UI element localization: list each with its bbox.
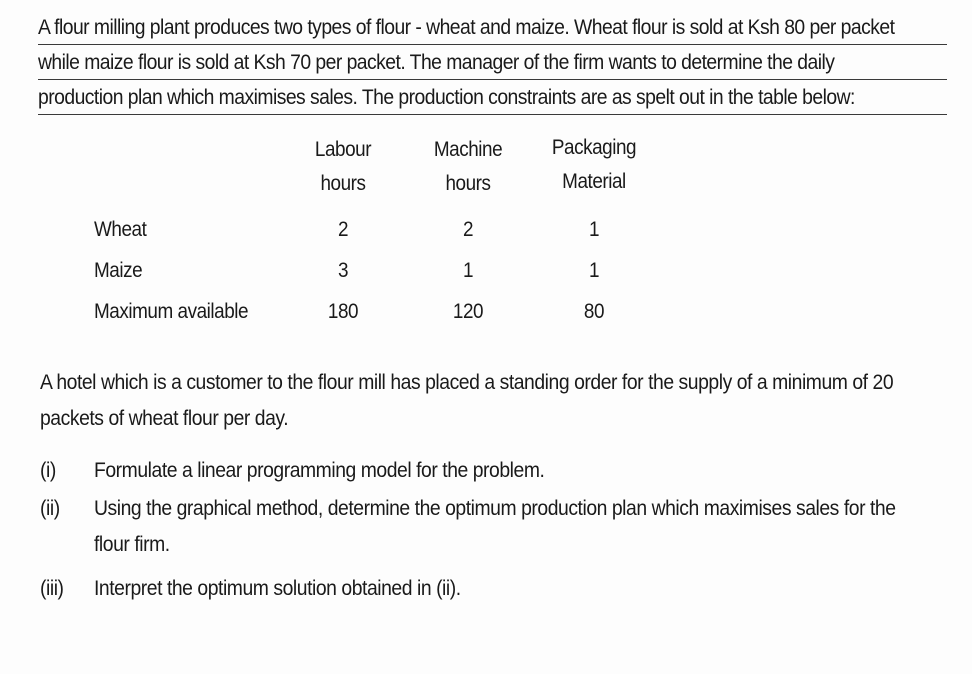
question-i-text: Formulate a linear programming model for the problem. — [94, 458, 545, 482]
question-ii-text-line-2: flour firm. — [94, 532, 170, 556]
cell-maize-packaging: 1 — [588, 259, 600, 282]
header-machine — [405, 138, 531, 196]
intro-line-2: while maize flour is sold at Ksh 70 per packet. The manager of the firm wants to determine the daily — [38, 45, 947, 80]
cell-wheat-labour: 2 — [337, 218, 349, 241]
standing-order-line-2: packets of wheat flour per day. — [40, 406, 289, 430]
question-ii — [40, 490, 896, 562]
header-labour-line2: hours — [320, 172, 366, 195]
question-i-number: (i) — [40, 458, 56, 482]
intro-paragraph — [38, 10, 947, 115]
question-iii — [40, 570, 461, 606]
row-label-wheat: Wheat — [94, 218, 147, 241]
intro-line-1: A flour milling plant produces two types of flour - wheat and maize. Wheat flour is sold at Ksh 80 per packet — [38, 10, 947, 45]
cell-maize-labour: 3 — [337, 259, 349, 282]
question-ii-number: (ii) — [40, 496, 60, 520]
standing-order-paragraph — [40, 364, 949, 436]
cell-max-packaging: 80 — [583, 300, 605, 323]
header-packaging-line1: Packaging — [551, 136, 637, 159]
question-ii-text-line-1: Using the graphical method, determine the optimum production plan which maximises sales for the — [94, 496, 896, 520]
header-packaging-line2: Material — [562, 170, 626, 193]
header-machine-line1: Machine — [433, 138, 503, 161]
cell-maize-machine: 1 — [462, 259, 474, 282]
standing-order-line-1: A hotel which is a customer to the flour mill has placed a standing order for the supply of a minimum of 20 — [40, 370, 894, 394]
question-iii-text: Interpret the optimum solution obtained in (ii). — [94, 576, 461, 600]
cell-max-machine: 120 — [452, 300, 484, 323]
cell-max-labour: 180 — [327, 300, 359, 323]
header-machine-line2: hours — [445, 172, 491, 195]
intro-line-3: production plan which maximises sales. The production constraints are as spelt out in the table below: — [38, 80, 947, 115]
cell-wheat-machine: 2 — [462, 218, 474, 241]
row-label-maximum-available: Maximum available — [94, 300, 249, 323]
header-labour-line1: Labour — [314, 138, 372, 161]
row-label-maize: Maize — [94, 259, 143, 282]
header-labour — [280, 138, 406, 196]
header-packaging — [531, 136, 657, 194]
question-iii-number: (iii) — [40, 576, 64, 600]
question-i — [40, 452, 544, 488]
cell-wheat-packaging: 1 — [588, 218, 600, 241]
